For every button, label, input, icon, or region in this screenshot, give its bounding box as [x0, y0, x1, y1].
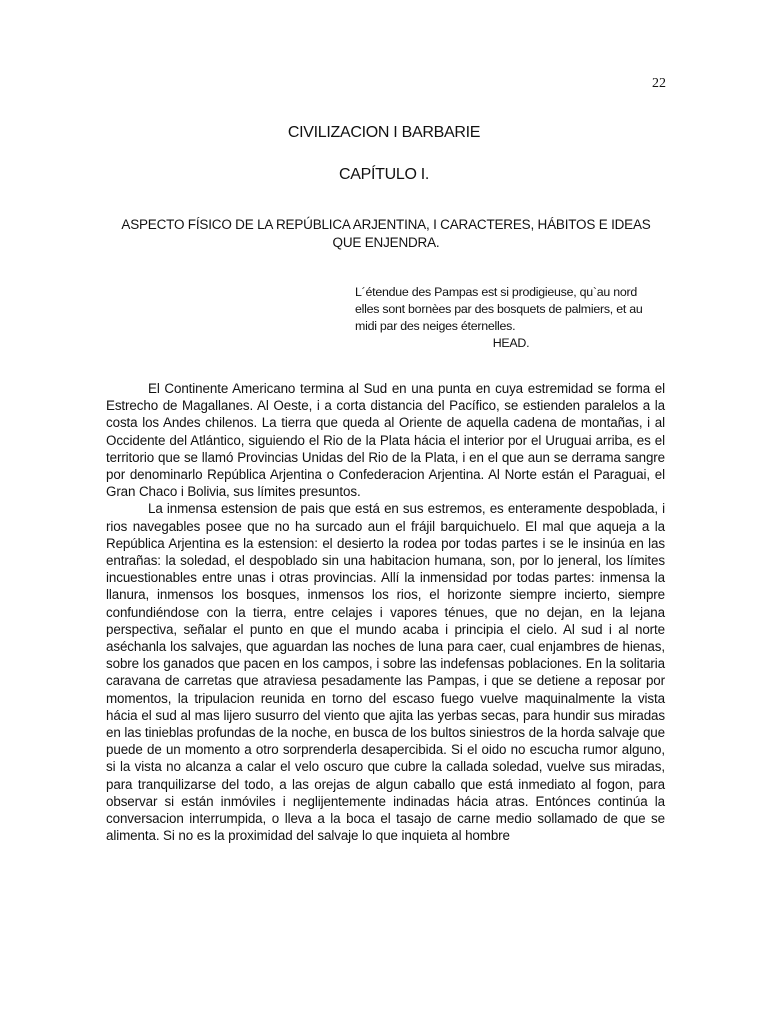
paragraph: El Continente Americano termina al Sud en una punta en cuya estremidad se forma el Estrecho de Magallanes. Al Oeste, i a corta distancia del Pacífico, se estienden paralelos a la costa los Andes chilenos. La tierra que queda al Oriente de aquella cadena de montañas, i al Occidente del Atlántico, siguiendo el Rio de la Plata hácia el interior por el Uruguai arriba, es el territorio que se llamó Provincias Unidas del Rio de la Plata, i en el que aun se derrama sangre por denominarlo República Arjentina o Confederacion Arjentina. Al Norte están el Paraguai, el Gran Chaco i Bolivia, sus límites presuntos. — [106, 381, 665, 500]
chapter-body — [106, 380, 665, 844]
chapter-title: CAPÍTULO I. — [338, 166, 430, 183]
page-number: 22 — [652, 76, 666, 91]
book-title: CIVILIZACION I BARBARIE — [287, 124, 481, 141]
epigraph — [355, 284, 661, 352]
epigraph-author: HEAD. — [492, 336, 530, 350]
paragraph: La inmensa estension de pais que está en sus estremos, es enteramente despoblada, i rios navegables posee que no ha surcado aun el frájil barquichuelo. El mal que aqueja a la República Arjentina es la estension: el desierto la rodea por todas partes i se le insinúa en las entrañas: la soledad, el despoblado sin una habitacion humana, son, por lo jeneral, los límites incuestionables entre unas i otras provincias. Allí la inmensidad por todas partes: inmensa la llanura, inmensos los bosques, inmensos los rios, el horizonte siempre incierto, siempre confundiéndose con la tierra, entre celajes i vapores ténues, que no dejan, en la lejana perspectiva, señalar el punto en que el mundo acaba i principia el cielo. Al sud i al norte aséchanla los salvajes, que aguardan las noches de luna para caer, cual enjambres de hienas, sobre los ganados que pacen en los campos, i sobre las indefensas poblaciones. En la solitaria caravana de carretas que atraviesa pesadamente las Pampas, i que se detiene a reposar por momentos, la tripulacion reunida en torno del escaso fuego vuelve maquinalmente la vista hácia el sud al mas lijero susurro del viento que ajita las yerbas secas, para hundir sus miradas en las tinieblas profundas de la noche, en busca de los bultos siniestros de la horda salvaje que puede de un momento a otro sorprenderla desapercibida. Si el oido no escucha rumor alguno, si la vista no alcanza a calar el velo oscuro que cubre la callada soledad, vuelve sus miradas, para tranquilizarse del todo, a las orejas de algun caballo que está inmediato al fogon, para observar si están inmóviles i neglijentemente indinadas hácia atras. Entónces continúa la conversacion interrumpida, o lleva a la boca el tasajo de carne medio sollamado de que se alimenta. Si no es la proximidad del salvaje lo que inquieta al hombre — [106, 501, 665, 844]
chapter-subtitle: ASPECTO FÍSICO DE LA REPÚBLICA ARJENTINA, I CARACTERES, HÁBITOS E IDEAS QUE ENJENDRA. — [121, 217, 651, 250]
epigraph-text: L´étendue des Pampas est si prodigieuse, qu`au nord elles sont bornèes par des bosquets de palmiers, et au midi par des neiges éternelles. — [355, 285, 643, 333]
